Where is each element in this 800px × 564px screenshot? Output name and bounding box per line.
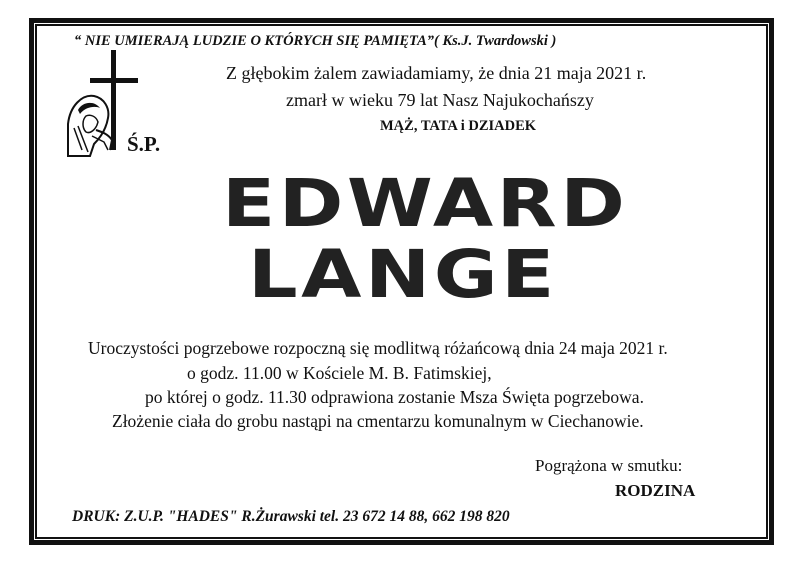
ceremony-line-2: o godz. 11.00 w Kościele M. B. Fatimskiej, — [187, 363, 492, 383]
relation-label: MĄŻ, TATA i DZIADEK — [380, 118, 537, 134]
announcement-line-1: Z głębokim żalem zawiadamiamy, że dnia 21 maja 2021 r. — [226, 63, 647, 83]
family-signature: RODZINA — [615, 481, 696, 500]
last-name: LANGE — [248, 236, 558, 313]
motto: “ NIE UMIERAJĄ LUDZIE O KTÓRYCH SIĘ PAMIĘTA”( Ks.J. Twardowski ) — [74, 33, 557, 49]
ceremony-line-3: po której o godz. 11.30 odprawiona zostanie Msza Święta pogrzebowa. — [145, 387, 644, 407]
sp-label: Ś.P. — [127, 132, 161, 156]
mourning-label: Pogrążona w smutku: — [535, 456, 683, 475]
ceremony-line-1: Uroczystości pogrzebowe rozpoczną się modlitwą różańcową dnia 24 maja 2021 r. — [88, 338, 668, 358]
announcement-line-2: zmarł w wieku 79 lat Nasz Najukochańszy — [286, 90, 594, 110]
first-name: EDWARD — [222, 165, 629, 242]
ceremony-line-4: Złożenie ciała do grobu nastąpi na cmentarzu komunalnym w Ciechanowie. — [112, 411, 644, 431]
printer-footer: DRUK: Z.U.P. "HADES" R.Żurawski tel. 23 672 14 88, 662 198 820 — [72, 508, 510, 525]
